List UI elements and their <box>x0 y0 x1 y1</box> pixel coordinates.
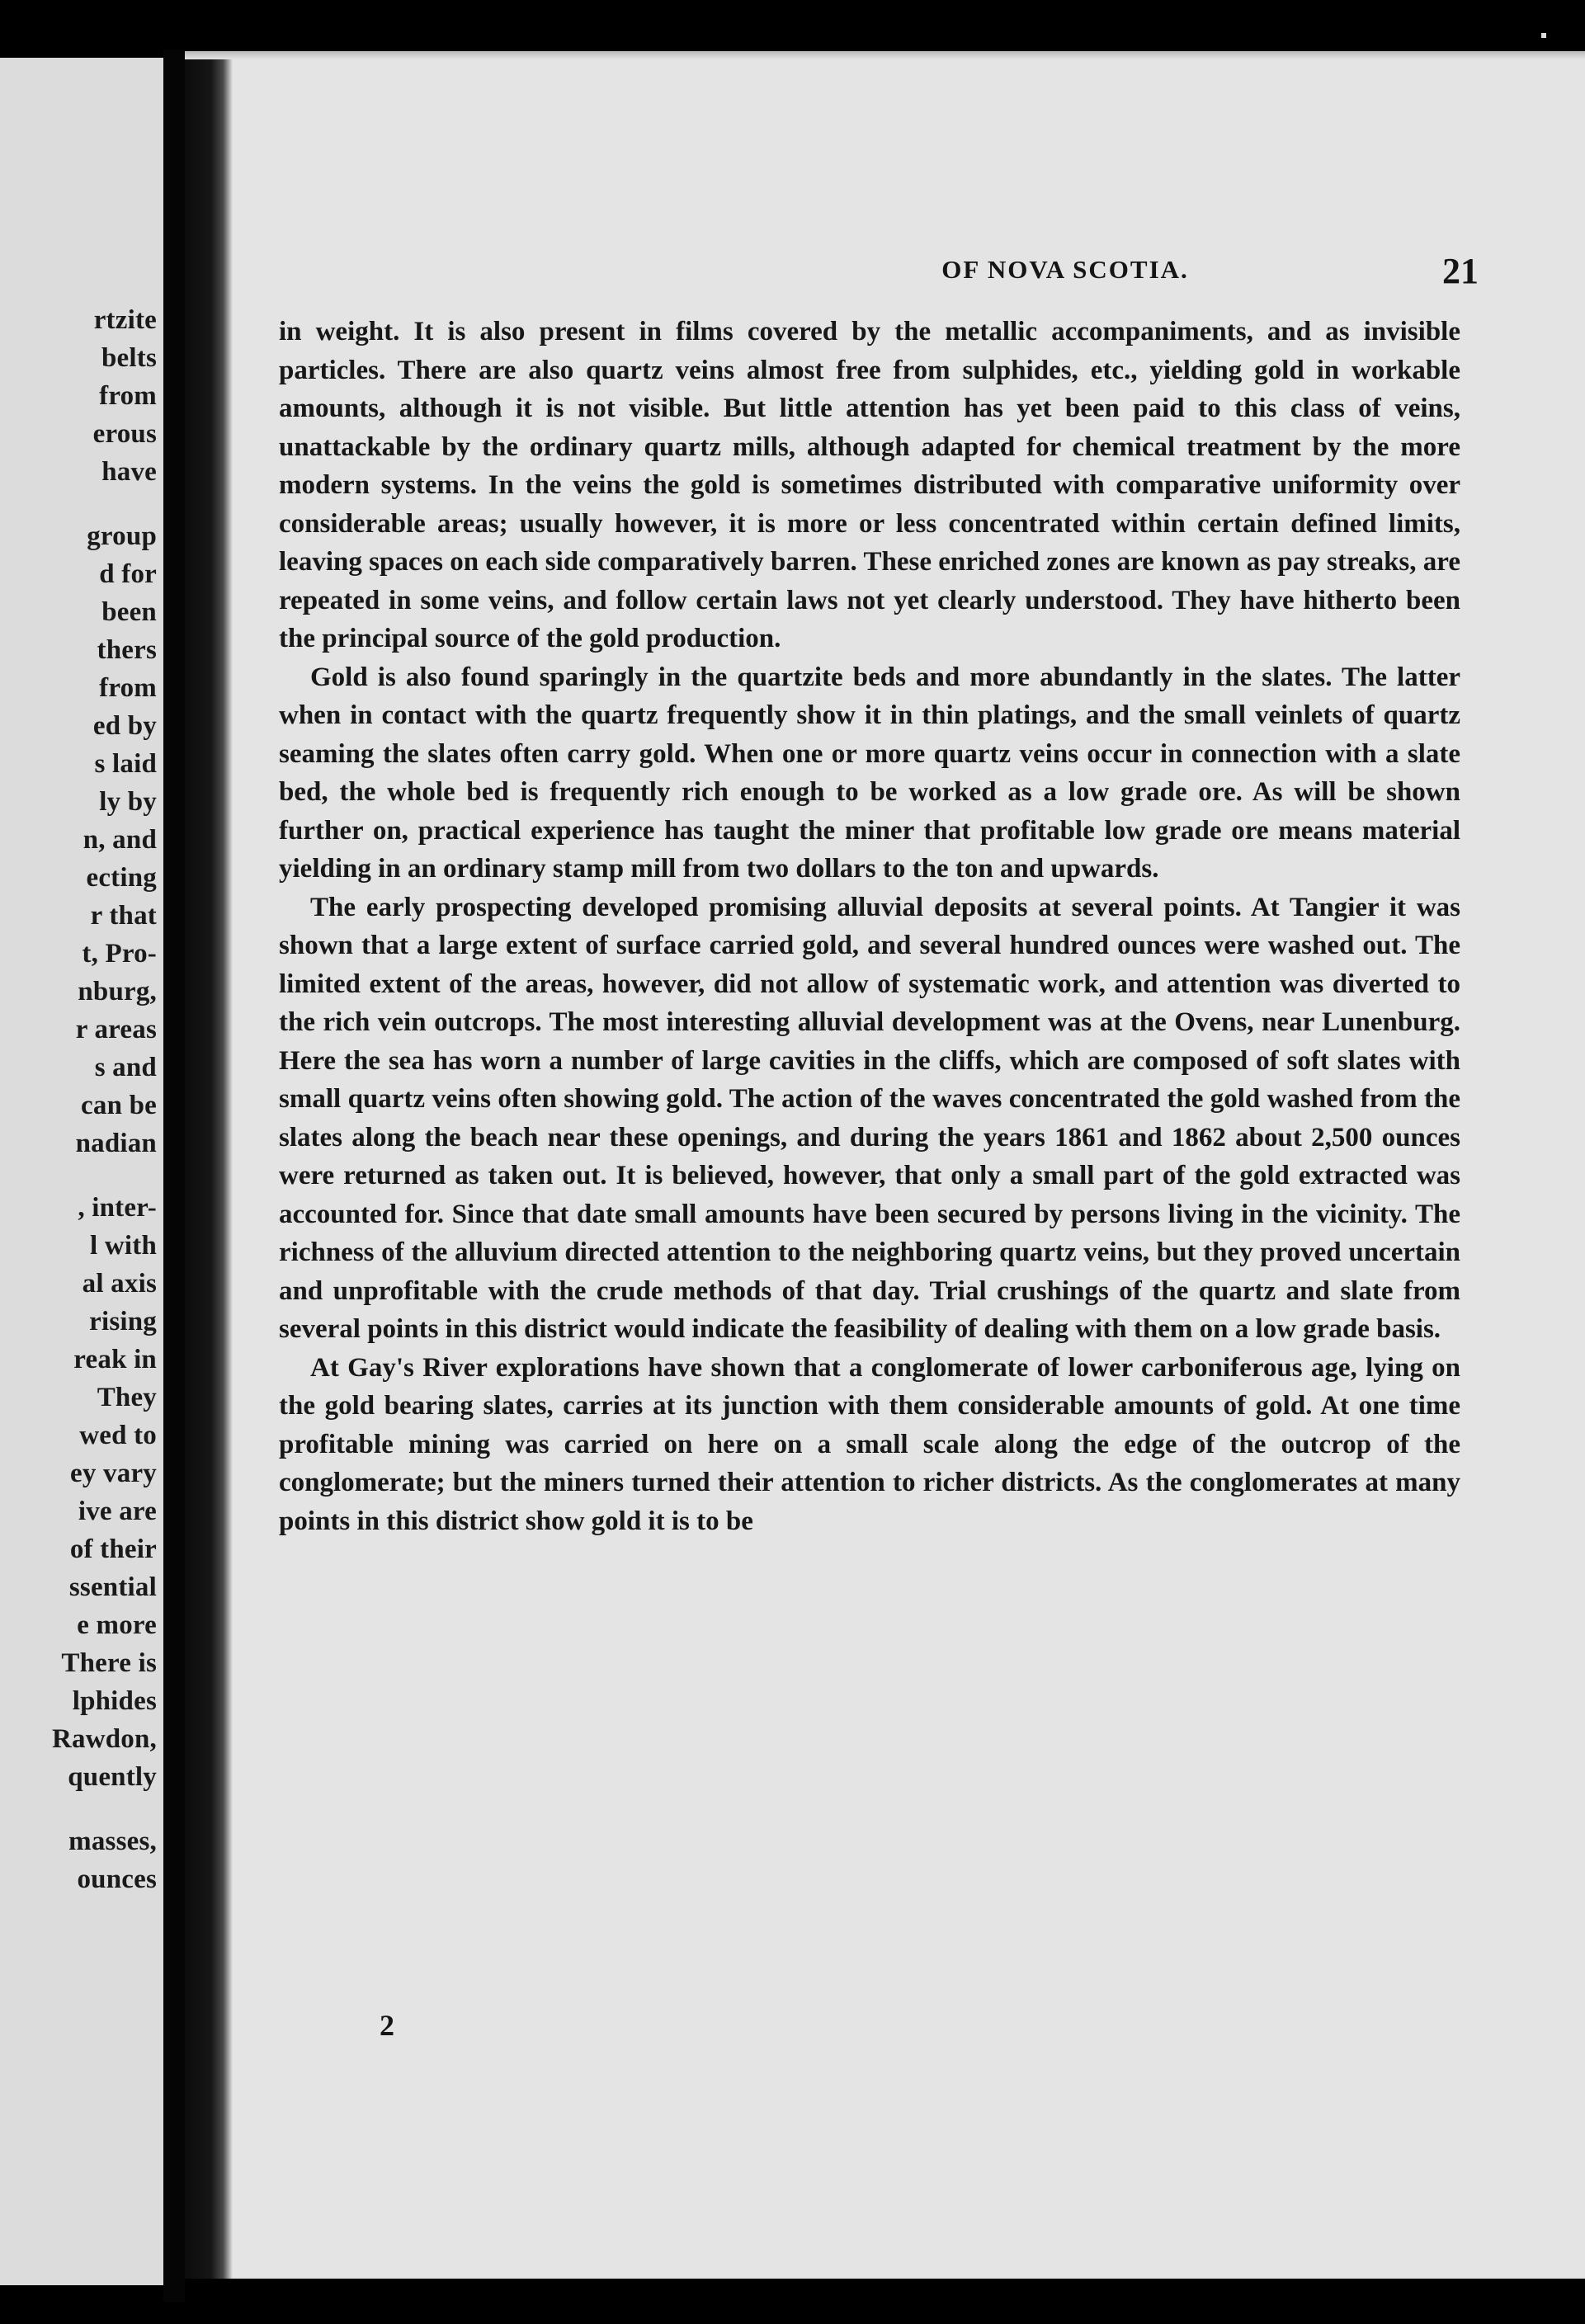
left-page-fragment: rtzite <box>93 305 157 335</box>
left-page-fragment: ey vary <box>70 1459 157 1488</box>
left-page-fragment: r areas <box>75 1015 157 1044</box>
left-page-fragment: masses, <box>68 1827 157 1856</box>
left-page-fragment: l with <box>90 1231 157 1261</box>
gutter-shadow <box>185 51 233 2279</box>
page-top-edge <box>185 51 1585 59</box>
left-page-fragment: nburg, <box>78 977 157 1006</box>
left-page-fragment: quently <box>68 1762 157 1792</box>
left-page-fragment: been <box>101 597 157 627</box>
book-page <box>185 51 1585 2279</box>
previous-page-strip <box>0 58 163 2285</box>
paragraph: The early prospecting developed promising alluvial deposits at several points. At Tangier it was shown that a large extent of surface carried gold, and several hundred ounces were washed out. The limited extent of the areas, however, did not allow of systematic work, and attention was diverted to the rich vein outcrops. The most interesting alluvial development was at the Ovens, near Lunenburg. Here the sea has worn a number of large cavities in the cliffs, which are composed of soft slates with small quartz veins often showing gold. The action of the waves concentrated the gold washed from the slates along the beach near these openings, and during the years 1861 and 1862 about 2,500 ounces were returned as taken out. It is believed, however, that only a small part of the gold extracted was accounted for. Since that date small amounts have been secured by persons living in the vicinity. The richness of the alluvium directed attention to the neighboring quartz veins, but they proved uncertain and unprofitable with the crude methods of that day. Trial crushings of the quartz and slate from several points in this district would indicate the feasibility of dealing with them on a low grade basis. <box>279 892 1460 1344</box>
page-number: 21 <box>1442 251 1479 291</box>
left-page-fragment: lphides <box>72 1686 157 1716</box>
left-page-fragment: Rawdon, <box>51 1724 157 1754</box>
left-page-fragment: thers <box>97 635 157 665</box>
left-page-fragment: s and <box>94 1053 157 1082</box>
left-page-fragment: from <box>99 673 157 703</box>
left-page-fragment: ecting <box>86 863 157 893</box>
page-header <box>652 251 1479 291</box>
left-page-fragment: have <box>101 457 157 487</box>
left-page-fragment: t, Pro- <box>82 939 157 969</box>
left-page-fragment: n, and <box>83 825 157 855</box>
left-page-fragment: reak in <box>73 1345 157 1374</box>
left-page-fragment: d for <box>99 559 157 589</box>
paragraph: At Gay's River explorations have shown that a conglomerate of lower carboniferous age, lying on the gold bearing slates, carries at its junction with them considerable amounts of gold. At one time profitable mining was carried on here on a small scale along the edge of the outcrop of the conglomerate; but the miners turned their attention to richer districts. As the conglomerates at many points in this district show gold it is to be <box>279 1352 1460 1536</box>
left-page-fragment: They <box>97 1383 157 1412</box>
left-page-fragment: r that <box>90 901 157 931</box>
signature-mark: 2 <box>380 2009 394 2042</box>
paragraph: Gold is also found sparingly in the quartzite beds and more abundantly in the slates. The latter when in contact with the quartz frequently show it in thin platings, and the small veinlets of quartz seaming the slates often carry gold. When one or more quartz veins occur in connection with a slate bed, the whole bed is frequently rich enough to be worked as a low grade ore. As will be shown further on, practical experience has taught the miner that profitable low grade ore means material yielding in an ordinary stamp mill from two dollars to the ton and upwards. <box>279 662 1460 884</box>
left-page-fragment: s laid <box>94 749 157 779</box>
left-page-fragment: e more <box>77 1610 157 1640</box>
left-page-fragment: ed by <box>92 711 157 741</box>
left-page-fragment: ssential <box>68 1572 157 1602</box>
left-page-fragment: , inter- <box>78 1193 157 1223</box>
running-head: OF NOVA SCOTIA. <box>941 255 1189 284</box>
left-page-fragment: erous <box>92 419 157 449</box>
body-text <box>279 313 1460 1540</box>
paragraph: in weight. It is also present in films covered by the metallic accompaniments, and as invisible particles. There are also quartz veins almost free from sulphides, etc., yielding gold in workable amounts, although it is not visible. But little attention has yet been paid to this class of veins, unattackable by the ordinary quartz mills, although adapted for chemical treatment by the more modern systems. In the veins the gold is sometimes distributed with comparative uniformity over considerable areas; usually however, it is more or less concentrated within certain defined limits, leaving spaces on each side comparatively barren. These enriched zones are known as pay streaks, are repeated in some veins, and follow certain laws not yet clearly understood. They have hitherto been the principal source of the gold production. <box>279 317 1460 653</box>
left-page-fragment: belts <box>101 343 157 373</box>
left-page-fragment: nadian <box>75 1129 157 1158</box>
scan-speck <box>1541 33 1546 38</box>
left-page-fragment: ly by <box>99 787 157 817</box>
left-page-fragment: ive are <box>78 1497 157 1526</box>
left-page-fragment: ounces <box>77 1864 157 1894</box>
left-page-fragment: rising <box>89 1307 157 1336</box>
left-page-fragment: There is <box>61 1648 157 1678</box>
book-gutter <box>163 49 185 2302</box>
left-page-fragment: from <box>99 381 157 411</box>
left-page-fragment: al axis <box>82 1269 157 1299</box>
left-page-fragment: group <box>87 521 157 551</box>
left-page-fragment: can be <box>81 1091 157 1120</box>
left-page-fragment: of their <box>69 1534 157 1564</box>
left-page-fragment: wed to <box>79 1421 157 1450</box>
